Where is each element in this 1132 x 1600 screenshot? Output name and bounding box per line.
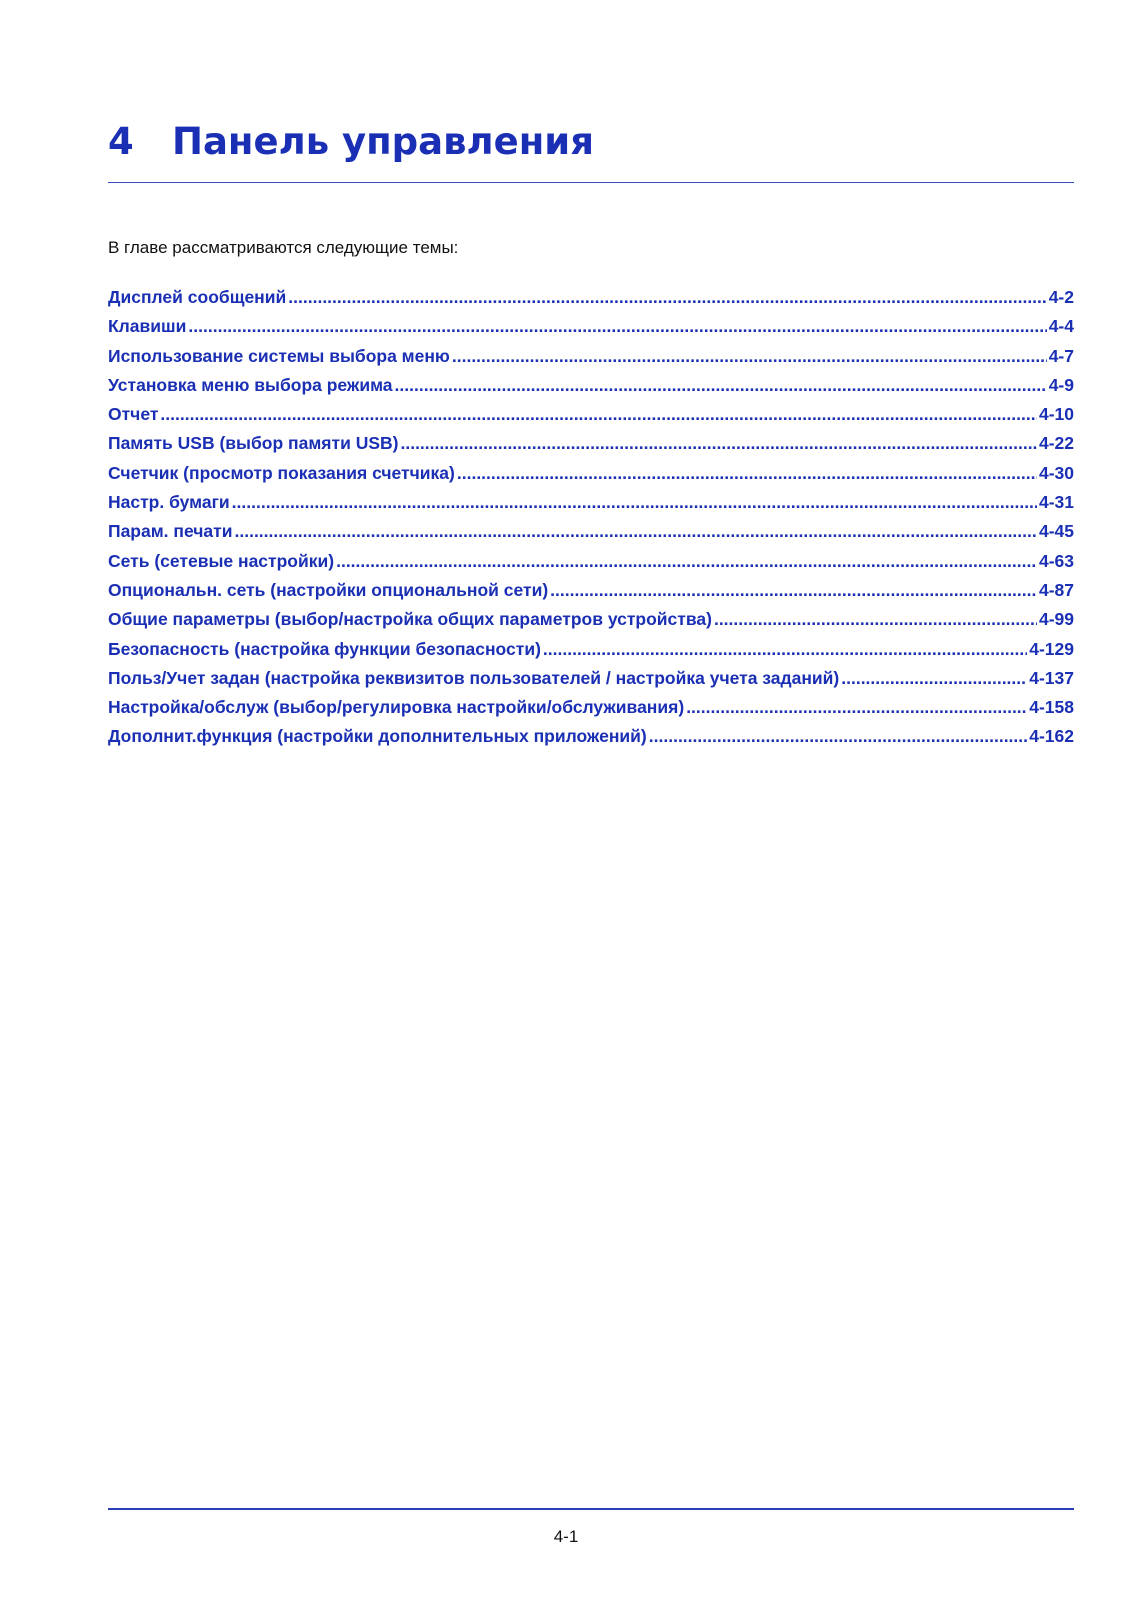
toc-entry-title[interactable]: Общие параметры (выбор/настройка общих параметров устройства) (108, 609, 712, 630)
toc-dot-leader (543, 635, 1027, 664)
toc-dot-leader (188, 312, 1046, 341)
toc-entry-page[interactable]: 4-30 (1038, 462, 1074, 483)
toc-dot-leader (160, 400, 1037, 429)
toc-dot-leader (235, 517, 1037, 546)
toc-dot-leader (649, 722, 1027, 751)
toc-entry[interactable] (108, 722, 1074, 751)
toc-entry[interactable] (108, 342, 1074, 371)
toc-entry-title[interactable]: Парам. печати (108, 521, 233, 542)
toc-entry-page[interactable]: 4-10 (1038, 404, 1074, 425)
toc-entry[interactable] (108, 283, 1074, 312)
toc-entry-title[interactable]: Отчет (108, 404, 159, 425)
intro-text: В главе рассматриваются следующие темы: (108, 238, 459, 257)
toc-entry-page[interactable]: 4-22 (1038, 433, 1074, 454)
toc-entry-page[interactable]: 4-129 (1029, 638, 1074, 659)
toc-dot-leader (232, 488, 1037, 517)
toc-entry[interactable] (108, 693, 1074, 722)
toc-dot-leader (452, 342, 1047, 371)
toc-entry-page[interactable]: 4-162 (1029, 726, 1074, 747)
table-of-contents (108, 283, 1074, 752)
toc-dot-leader (686, 693, 1027, 722)
toc-entry-page[interactable]: 4-9 (1048, 374, 1074, 395)
toc-entry-title[interactable]: Дополнит.функция (настройки дополнительных приложений) (108, 726, 647, 747)
toc-entry-page[interactable]: 4-31 (1038, 492, 1074, 513)
toc-dot-leader (400, 429, 1036, 458)
toc-entry[interactable] (108, 635, 1074, 664)
toc-entry-page[interactable]: 4-7 (1048, 345, 1074, 366)
chapter-number: 4 (108, 120, 134, 163)
toc-entry-page[interactable]: 4-87 (1038, 579, 1074, 600)
toc-dot-leader (550, 576, 1037, 605)
toc-entry[interactable] (108, 371, 1074, 400)
toc-entry-page[interactable]: 4-63 (1038, 550, 1074, 571)
toc-entry-page[interactable]: 4-137 (1029, 667, 1074, 688)
toc-entry-title[interactable]: Память USB (выбор памяти USB) (108, 433, 399, 454)
toc-entry-page[interactable]: 4-99 (1038, 609, 1074, 630)
toc-entry-page[interactable]: 4-4 (1048, 316, 1074, 337)
toc-entry-title[interactable]: Сеть (сетевые настройки) (108, 550, 335, 571)
toc-entry[interactable] (108, 576, 1074, 605)
toc-entry-page[interactable]: 4-158 (1029, 697, 1074, 718)
chapter-title-text: Панель управления (172, 120, 594, 163)
toc-entry-title[interactable]: Использование системы выбора меню (108, 345, 450, 366)
toc-entry-title[interactable]: Счетчик (просмотр показания счетчика) (108, 462, 455, 483)
toc-entry[interactable] (108, 488, 1074, 517)
toc-dot-leader (336, 547, 1037, 576)
toc-entry-page[interactable]: 4-2 (1048, 287, 1074, 307)
chapter-title (108, 120, 1074, 163)
toc-entry[interactable] (108, 664, 1074, 693)
page-number: 4-1 (553, 1527, 579, 1546)
toc-entry[interactable] (108, 312, 1074, 341)
toc-entry[interactable] (108, 547, 1074, 576)
toc-dot-leader (288, 283, 1046, 312)
toc-dot-leader (714, 605, 1037, 634)
toc-entry[interactable] (108, 429, 1074, 458)
toc-entry-title[interactable]: Безопасность (настройка функции безопасности) (108, 638, 541, 659)
toc-entry-title[interactable]: Настройка/обслуж (выбор/регулировка настройки/обслуживания) (108, 697, 685, 718)
toc-dot-leader (395, 371, 1047, 400)
footer-divider (108, 1508, 1074, 1510)
toc-entry[interactable] (108, 459, 1074, 488)
toc-entry-title[interactable]: Клавиши (108, 316, 187, 337)
header-divider (108, 182, 1074, 183)
toc-entry-page[interactable]: 4-45 (1038, 521, 1074, 542)
toc-entry-title[interactable]: Польз/Учет задан (настройка реквизитов пользователей / настройка учета заданий) (108, 667, 840, 688)
toc-dot-leader (841, 664, 1027, 693)
toc-entry[interactable] (108, 517, 1074, 546)
toc-entry-title[interactable]: Дисплей сообщений (108, 287, 287, 307)
toc-entry-title[interactable]: Опциональн. сеть (настройки опциональной сети) (108, 579, 549, 600)
toc-entry-title[interactable]: Настр. бумаги (108, 492, 230, 513)
toc-dot-leader (457, 459, 1037, 488)
toc-entry[interactable] (108, 605, 1074, 634)
toc-entry[interactable] (108, 400, 1074, 429)
toc-entry-title[interactable]: Установка меню выбора режима (108, 374, 393, 395)
